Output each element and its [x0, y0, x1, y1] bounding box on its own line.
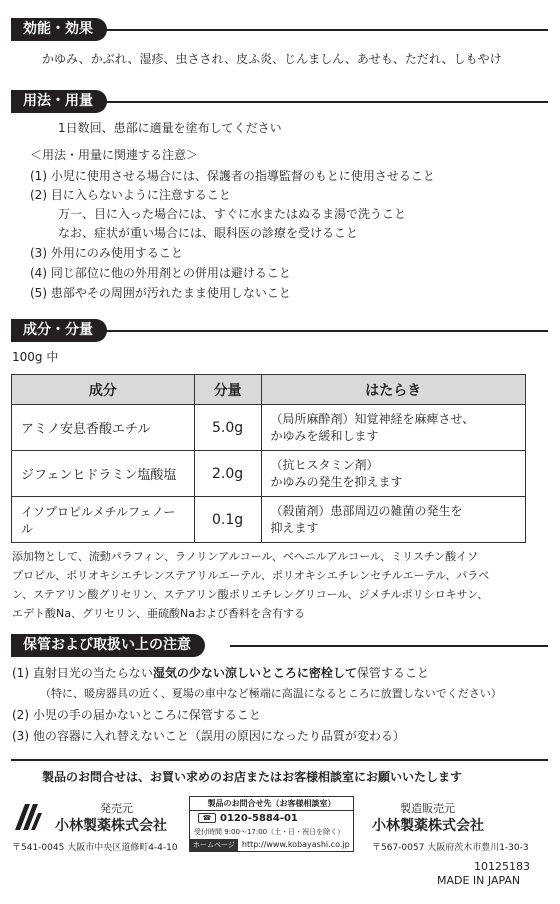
contact-url-row	[190, 838, 353, 851]
contact-tel[interactable]: 0120-5884-01	[220, 812, 298, 824]
effect-line-2: かゆみを緩和します	[270, 428, 379, 443]
ingredients-basis: 100g 中	[12, 350, 59, 364]
storage-item-2: (2) 小児の手の届かないところに保管すること	[12, 708, 261, 722]
table-row	[12, 451, 526, 497]
ingredient-effect	[261, 405, 525, 451]
ingredient-amount: 5.0g	[194, 405, 261, 451]
phone-icon: ☎	[198, 813, 216, 823]
ingredient-name: イソプロピルメチルフェノール	[12, 497, 195, 543]
ingredient-amount: 2.0g	[194, 451, 261, 497]
ingredients-header	[11, 319, 107, 342]
ingredient-amount: 0.1g	[194, 497, 261, 543]
ingredient-effect	[261, 451, 525, 497]
seller-label: 発売元	[100, 802, 133, 815]
efficacy-title: 効能・効果	[11, 18, 107, 41]
additives-line-4: エデト酸Na、グリセリン、亜硫酸Naおよび香料を含有する	[12, 607, 305, 620]
ingredient-effect	[261, 497, 525, 543]
usage-note-2: (2) 目に入らないように注意すること	[30, 188, 231, 202]
ingredients-divider	[105, 330, 548, 332]
inquiry-text: 製品のお問合せは、お買い求めのお店またはお客様相談室にお願いいたします	[42, 770, 463, 784]
ingredient-name: ジフェンヒドラミン塩酸塩	[12, 451, 195, 497]
header-effect: はたらき	[261, 375, 525, 405]
storage-item-1	[12, 664, 429, 682]
usage-title: 用法・用量	[11, 90, 107, 113]
effect-line-2: 抑えます	[270, 520, 319, 535]
ingredient-name: アミノ安息香酸エチル	[12, 405, 195, 451]
usage-divider	[105, 101, 548, 103]
efficacy-header	[11, 18, 107, 41]
contact-tel-row	[190, 811, 353, 825]
usage-note-2b: なお、症状が重い場合には、眼科医の診療を受けること	[58, 226, 359, 240]
additives-line-2: プロピル、ポリオキシエチレンステアリルエーテル、ポリオキシエチレンセチルエーテル、パラベ	[12, 569, 490, 582]
maker-name: 小林製薬株式会社	[372, 818, 484, 834]
usage-note-4: (4) 同じ部位に他の外用剤との併用は避けること	[30, 266, 291, 280]
maker-label: 製造販売元	[400, 802, 455, 815]
footer-divider	[11, 759, 548, 761]
usage-header	[11, 90, 107, 113]
url-label: ホームページ	[190, 839, 238, 851]
storage-item-1-pre: (1) 直射日光の当たらない	[12, 666, 153, 680]
kobayashi-logo-icon	[12, 801, 44, 833]
storage-item-1-note: （特に、暖房器具の近く、夏場の車中など極端に高温になるところに放置しないでください）	[40, 687, 502, 700]
usage-note-5: (5) 患部やその周囲が汚れたまま使用しないこと	[30, 286, 291, 300]
header-ingredient: 成分	[12, 375, 195, 405]
efficacy-text: かゆみ、かぶれ、湿疹、虫さされ、皮ふ炎、じんましん、あせも、ただれ、しもやけ	[42, 52, 502, 66]
contact-hours: 受付時間 9:00～17:00（土・日・祝日を除く）	[194, 827, 345, 836]
table-header-row	[12, 375, 526, 405]
storage-item-3: (3) 他の容器に入れ替えないこと（誤用の原因になったり品質が変わる）	[12, 729, 405, 743]
effect-line-1: （局所麻酔剤）知覚神経を麻痺させ、	[270, 411, 475, 426]
header-amount: 分量	[194, 375, 261, 405]
maker-address: 〒567-0057 大阪府茨木市豊川1-30-3	[372, 843, 529, 853]
usage-text: 1日数回、患部に適量を塗布してください	[58, 121, 282, 135]
contact-box	[189, 796, 354, 852]
usage-note-1: (1) 小児に使用させる場合には、保護者の指導監督のもとに使用させること	[30, 169, 435, 183]
made-in: MADE IN JAPAN	[437, 874, 521, 887]
usage-note-2a: 万一、目に入った場合には、すぐに水またはぬるま湯で洗うこと	[58, 207, 407, 221]
usage-notes-title: ＜用法・用量に関連する注意＞	[30, 148, 199, 162]
effect-line-1: （抗ヒスタミン剤）	[270, 457, 379, 472]
storage-item-1-bold: 湿気の少ない涼しいところに密栓して	[152, 666, 357, 680]
table-row	[12, 405, 526, 451]
product-code: 10125183	[474, 860, 530, 873]
contact-title: 製品のお問合せ先（お客様相談室）	[190, 797, 353, 811]
table-row	[12, 497, 526, 543]
seller-address: 〒541-0045 大阪市中央区道修町4-4-10	[12, 843, 178, 853]
storage-divider	[230, 645, 548, 647]
contact-url[interactable]: http://www.kobayashi.co.jp	[241, 840, 350, 849]
additives-line-3: ン、ステアリン酸グリセリン、ステアリン酸ポリエチレングリコール、ジメチルポリシロキサン、	[12, 588, 489, 601]
effect-line-2: かゆみの発生を抑えます	[270, 474, 403, 489]
usage-note-3: (3) 外用にのみ使用すること	[30, 246, 183, 260]
efficacy-divider	[105, 29, 548, 31]
storage-header	[11, 634, 205, 657]
storage-title: 保管および取扱い上の注意	[11, 634, 205, 657]
effect-line-1: （殺菌剤）患部周辺の雑菌の発生を	[270, 503, 463, 518]
ingredients-table	[11, 374, 526, 543]
ingredients-title: 成分・分量	[11, 319, 107, 342]
storage-item-1-post: 保管すること	[356, 666, 429, 680]
seller-name: 小林製薬株式会社	[55, 818, 167, 834]
additives-line-1: 添加物として、流動パラフィン、ラノリンアルコール、ベヘニルアルコール、ミリスチン酸イソ	[12, 550, 479, 563]
